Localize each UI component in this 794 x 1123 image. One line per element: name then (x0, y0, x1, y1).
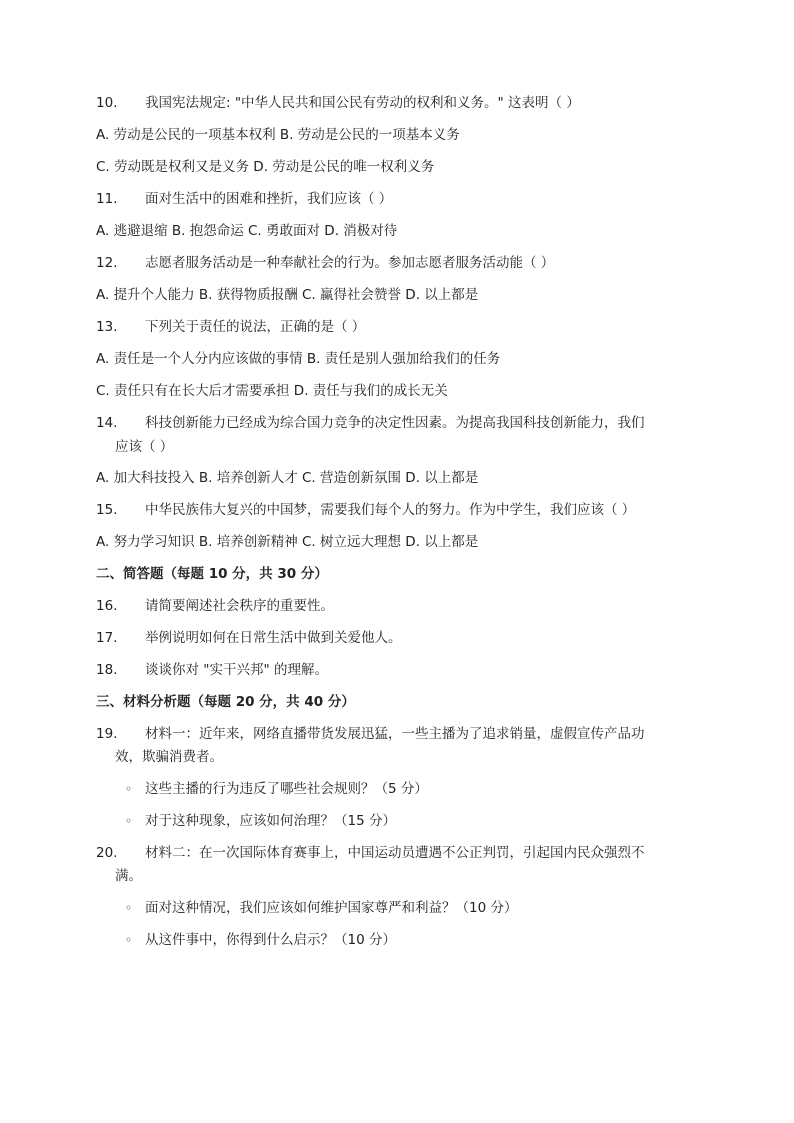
question-number: 14. (96, 415, 118, 431)
question-text: 材料二：在一次国际体育赛事上，中国运动员遭遇不公正判罚，引起国内民众强烈不 (145, 845, 645, 861)
question-number: 20. (96, 845, 118, 861)
question-number: 12. (96, 255, 118, 271)
question-text: 下列关于责任的说法，正确的是（ ） (145, 319, 366, 335)
options-line: A. 努力学习知识 B. 培养创新精神 C. 树立远大理想 D. 以上都是 (96, 534, 479, 550)
question-text: 面对生活中的困难和挫折，我们应该（ ） (145, 191, 393, 207)
question-number: 13. (96, 319, 118, 335)
question-text-continued: 应该（ ） (115, 439, 174, 455)
question-text: 举例说明如何在日常生活中做到关爱他人。 (145, 630, 402, 646)
question-number: 11. (96, 191, 118, 207)
section-heading: 二、简答题（每题 10 分，共 30 分） (96, 566, 328, 582)
question-number: 19. (96, 726, 118, 742)
sub-question-text: 面对这种情况，我们应该如何维护国家尊严和利益？（10 分） (145, 900, 518, 916)
question-number: 15. (96, 502, 118, 518)
options-line: C. 责任只有在长大后才需要承担 D. 责任与我们的成长无关 (96, 383, 448, 399)
question-number: 18. (96, 662, 118, 678)
section-heading: 三、材料分析题（每题 20 分，共 40 分） (96, 694, 355, 710)
question-text: 请简要阐述社会秩序的重要性。 (145, 598, 334, 614)
question-number: 17. (96, 630, 118, 646)
bullet-icon: ◦ (125, 814, 133, 828)
question-text: 我国宪法规定: "中华人民共和国公民有劳动的权利和义务。" 这表明（ ） (145, 95, 580, 111)
sub-question-text: 对于这种现象，应该如何治理？（15 分） (145, 813, 396, 829)
question-text: 志愿者服务活动是一种奉献社会的行为。参加志愿者服务活动能（ ） (145, 255, 555, 271)
question-text: 中华民族伟大复兴的中国梦，需要我们每个人的努力。作为中学生，我们应该（ ） (145, 502, 636, 518)
bullet-icon: ◦ (125, 933, 133, 947)
options-line: A. 提升个人能力 B. 获得物质报酬 C. 赢得社会赞誉 D. 以上都是 (96, 287, 479, 303)
question-text: 谈谈你对 "实干兴邦" 的理解。 (145, 662, 329, 678)
question-number: 16. (96, 598, 118, 614)
question-number: 10. (96, 95, 118, 111)
question-text-continued: 效，欺骗消费者。 (115, 749, 223, 765)
question-text: 材料一：近年来，网络直播带货发展迅猛，一些主播为了追求销量，虚假宣传产品功 (145, 726, 645, 742)
bullet-icon: ◦ (125, 782, 133, 796)
question-text: 科技创新能力已经成为综合国力竞争的决定性因素。为提高我国科技创新能力，我们 (145, 415, 645, 431)
sub-question-text: 这些主播的行为违反了哪些社会规则？（5 分） (145, 781, 428, 797)
options-line: A. 劳动是公民的一项基本权利 B. 劳动是公民的一项基本义务 (96, 127, 460, 143)
options-line: A. 加大科技投入 B. 培养创新人才 C. 营造创新氛围 D. 以上都是 (96, 470, 479, 486)
question-text-continued: 满。 (115, 868, 142, 884)
bullet-icon: ◦ (125, 901, 133, 915)
sub-question-text: 从这件事中，你得到什么启示？（10 分） (145, 932, 396, 948)
options-line: C. 劳动既是权利又是义务 D. 劳动是公民的唯一权利义务 (96, 159, 435, 175)
options-line: A. 责任是一个人分内应该做的事情 B. 责任是别人强加给我们的任务 (96, 351, 501, 367)
options-line: A. 逃避退缩 B. 抱怨命运 C. 勇敢面对 D. 消极对待 (96, 223, 398, 239)
